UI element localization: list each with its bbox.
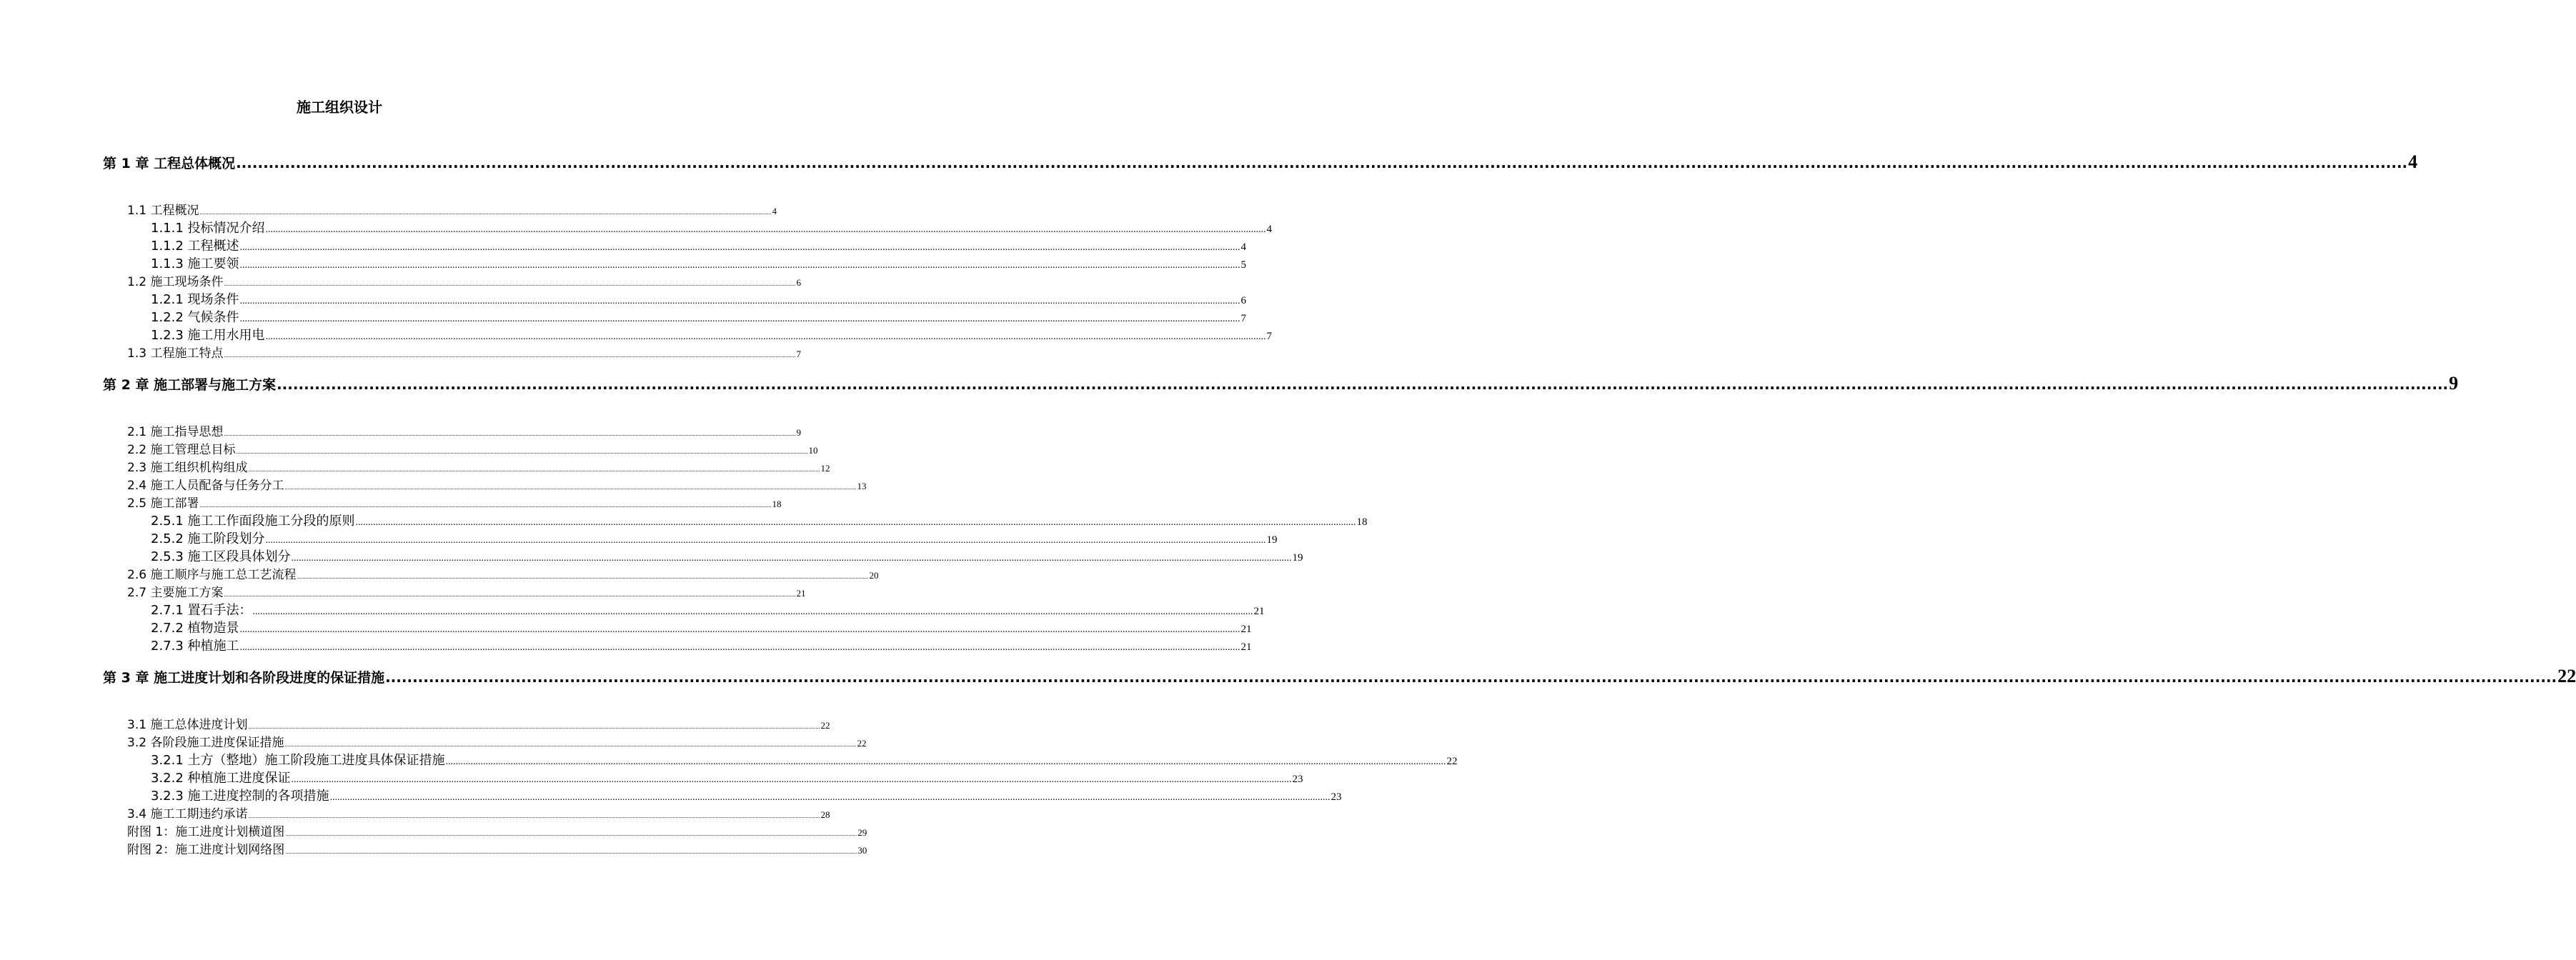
toc-entry-label: 2.7.1 置石手法： [151, 603, 252, 618]
toc-entry-sub[interactable] [151, 325, 1273, 343]
toc-dot-leader: ................................................................................................................................................................................................................................................................................................................................................................................................................ [284, 741, 857, 748]
toc-entry-label: 2.2 施工管理总目标 [127, 443, 236, 457]
toc-entry-sub[interactable] [151, 768, 1303, 786]
toc-entry-page-number: 21 [796, 588, 806, 599]
toc-entry-page-number: 13 [857, 481, 867, 491]
toc-entry-sub[interactable] [151, 289, 1247, 307]
toc-entry-page-number: 20 [869, 570, 879, 581]
toc-entry-label: 1.1 工程概况 [127, 204, 199, 218]
toc-entry-section[interactable] [127, 439, 818, 457]
toc-entry-sub[interactable] [151, 254, 1247, 271]
toc-entry-sub[interactable] [151, 218, 1273, 236]
toc-dot-leader: ................................................................................................................................................................................................................................................................................................................................................................................................................ [236, 154, 2408, 171]
toc-dot-leader: ................................................................................................................................................................................................................................................................................................................................................................................................................ [445, 756, 1446, 767]
toc-entry-label: 2.4 施工人员配备与任务分工 [127, 479, 284, 493]
toc-entry-label: 1.2 施工现场条件 [127, 275, 224, 289]
toc-dot-leader: ................................................................................................................................................................................................................................................................................................................................................................................................................ [236, 449, 808, 455]
toc-dot-leader: ................................................................................................................................................................................................................................................................................................................................................................................................................ [291, 774, 1292, 785]
toc-entry-sub[interactable] [151, 618, 1252, 636]
toc-entry-sub[interactable] [151, 636, 1252, 654]
toc-entry-page-number: 4 [772, 206, 777, 216]
toc-entry-chapter[interactable] [103, 666, 2576, 690]
toc-dot-leader: ................................................................................................................................................................................................................................................................................................................................................................................................................ [285, 831, 857, 837]
toc-dot-leader: ................................................................................................................................................................................................................................................................................................................................................................................................................ [239, 242, 1240, 253]
toc-entry-label: 1.1.2 工程概述 [151, 239, 239, 254]
toc-entry-label: 1.1.3 施工要领 [151, 256, 239, 271]
document-title: 施工组织设计 [297, 99, 382, 116]
toc-entry-page-number: 12 [820, 463, 830, 474]
toc-entry-page-number: 4 [1266, 224, 1273, 235]
toc-dot-leader: ................................................................................................................................................................................................................................................................................................................................................................................................................ [265, 224, 1266, 235]
toc-entry-label: 第 3 章 施工进度计划和各阶段进度的保证措施 [103, 670, 385, 686]
toc-dot-leader: ................................................................................................................................................................................................................................................................................................................................................................................................................ [248, 813, 820, 819]
toc-entry-section[interactable] [127, 804, 830, 821]
toc-entry-sub[interactable] [151, 546, 1303, 564]
toc-entry-section[interactable] [127, 457, 830, 475]
toc-dot-leader: ................................................................................................................................................................................................................................................................................................................................................................................................................ [265, 331, 1266, 342]
toc-entry-label: 1.2.2 气候条件 [151, 310, 239, 325]
toc-entry-page-number: 7 [796, 349, 801, 359]
toc-entry-section[interactable] [127, 475, 867, 493]
toc-entry-page-number: 19 [1292, 552, 1303, 564]
toc-entry-label: 1.2.3 施工用水用电 [151, 328, 265, 343]
toc-entry-section[interactable] [127, 271, 801, 289]
toc-entry-label: 2.5.3 施工区段具体划分 [151, 549, 291, 564]
toc-entry-section[interactable] [127, 493, 782, 511]
toc-dot-leader: ................................................................................................................................................................................................................................................................................................................................................................................................................ [285, 849, 857, 855]
toc-entry-sub[interactable] [151, 511, 1368, 529]
toc-entry-label: 3.2.2 种植施工进度保证 [151, 771, 291, 786]
toc-entry-label: 1.2.1 现场条件 [151, 292, 239, 307]
toc-entry-label: 3.2 各阶段施工进度保证措施 [127, 736, 284, 750]
toc-entry-section[interactable] [127, 732, 867, 750]
toc-dot-leader: ................................................................................................................................................................................................................................................................................................................................................................................................................ [265, 535, 1266, 546]
toc-dot-leader: ................................................................................................................................................................................................................................................................................................................................................................................................................ [199, 209, 772, 216]
toc-entry-label: 2.7.2 植物造景 [151, 621, 239, 636]
toc-dot-leader: ................................................................................................................................................................................................................................................................................................................................................................................................................ [224, 281, 796, 287]
toc-entry-label: 2.6 施工顺序与施工总工艺流程 [127, 568, 297, 582]
toc-entry-sub[interactable] [151, 307, 1247, 325]
toc-entry-section[interactable] [127, 564, 879, 582]
toc-entry-page-number: 22 [1446, 756, 1458, 767]
toc-entry-label: 2.3 施工组织机构组成 [127, 461, 248, 475]
toc-entry-page-number: 5 [1240, 259, 1247, 271]
toc-entry-page-number: 22 [857, 738, 867, 749]
toc-entry-label: 2.5.1 施工工作面段施工分段的原则 [151, 514, 355, 529]
toc-entry-label: 附图 2：施工进度计划网络图 [127, 843, 285, 857]
toc-entry-label: 2.7 主要施工方案 [127, 586, 224, 600]
toc-entry-chapter[interactable] [103, 373, 2459, 397]
toc-entry-page-number: 23 [1292, 774, 1303, 785]
toc-entry-page-number: 22 [820, 720, 830, 731]
toc-dot-leader: ................................................................................................................................................................................................................................................................................................................................................................................................................ [224, 352, 796, 359]
toc-entry-page-number: 22 [2557, 666, 2576, 686]
toc-entry-page-number: 10 [808, 445, 818, 456]
toc-entry-section[interactable] [127, 200, 777, 218]
toc-entry-page-number: 7 [1266, 331, 1273, 342]
toc-entry-section[interactable] [127, 821, 867, 839]
toc-entry-page-number: 30 [857, 845, 867, 856]
toc-entry-label: 2.1 施工指导思想 [127, 425, 224, 439]
toc-entry-sub[interactable] [151, 750, 1458, 768]
toc-entry-label: 2.5.2 施工阶段划分 [151, 531, 265, 546]
toc-dot-leader: ................................................................................................................................................................................................................................................................................................................................................................................................................ [224, 591, 796, 598]
toc-dot-leader: ................................................................................................................................................................................................................................................................................................................................................................................................................ [239, 296, 1240, 306]
toc-entry-page-number: 6 [1240, 295, 1247, 306]
toc-entry-page-number: 4 [2408, 151, 2418, 172]
toc-entry-page-number: 29 [857, 827, 867, 838]
toc-entry-sub[interactable] [151, 236, 1247, 254]
toc-dot-leader: ................................................................................................................................................................................................................................................................................................................................................................................................................ [224, 431, 796, 437]
toc-entry-label: 1.1.1 投标情况介绍 [151, 221, 265, 236]
toc-dot-leader: ................................................................................................................................................................................................................................................................................................................................................................................................................ [239, 624, 1240, 635]
toc-dot-leader: ................................................................................................................................................................................................................................................................................................................................................................................................................ [248, 724, 820, 730]
toc-entry-page-number: 28 [820, 809, 830, 820]
toc-entry-label: 1.3 工程施工特点 [127, 346, 224, 361]
toc-entry-section[interactable] [127, 582, 806, 600]
toc-dot-leader: ................................................................................................................................................................................................................................................................................................................................................................................................................ [329, 792, 1331, 803]
toc-entry-page-number: 9 [2449, 373, 2459, 394]
toc-dot-leader: ................................................................................................................................................................................................................................................................................................................................................................................................................ [239, 260, 1240, 271]
toc-entry-chapter[interactable] [103, 151, 2418, 176]
toc-entry-section[interactable] [127, 343, 801, 361]
toc-dot-leader: ................................................................................................................................................................................................................................................................................................................................................................................................................ [291, 553, 1292, 564]
toc-entry-page-number: 23 [1331, 791, 1342, 803]
toc-entry-label: 3.2.3 施工进度控制的各项措施 [151, 789, 329, 804]
toc-entry-label: 3.2.1 土方（整地）施工阶段施工进度具体保证措施 [151, 753, 445, 768]
toc-entry-sub[interactable] [151, 529, 1278, 546]
toc-entry-page-number: 19 [1266, 534, 1278, 546]
toc-entry-page-number: 21 [1240, 641, 1252, 653]
toc-entry-label: 3.1 施工总体进度计划 [127, 718, 248, 732]
toc-entry-label: 第 1 章 工程总体概况 [103, 156, 236, 171]
toc-dot-leader: ................................................................................................................................................................................................................................................................................................................................................................................................................ [284, 484, 857, 491]
toc-entry-label: 附图 1：施工进度计划横道图 [127, 825, 285, 839]
toc-entry-page-number: 18 [772, 499, 782, 509]
toc-dot-leader: ................................................................................................................................................................................................................................................................................................................................................................................................................ [297, 574, 869, 580]
toc-dot-leader: ................................................................................................................................................................................................................................................................................................................................................................................................................ [277, 376, 2449, 393]
toc-entry-page-number: 9 [796, 427, 801, 438]
toc-dot-leader: ................................................................................................................................................................................................................................................................................................................................................................................................................ [248, 466, 820, 473]
toc-entry-section[interactable] [127, 714, 830, 732]
toc-entry-section[interactable] [127, 421, 801, 439]
toc-dot-leader: ................................................................................................................................................................................................................................................................................................................................................................................................................ [239, 314, 1240, 324]
toc-entry-page-number: 4 [1240, 241, 1247, 253]
toc-entry-label: 3.4 施工工期违约承诺 [127, 807, 248, 821]
toc-entry-page-number: 21 [1240, 624, 1252, 635]
toc-entry-label: 2.7.3 种植施工 [151, 639, 239, 654]
toc-dot-leader: ................................................................................................................................................................................................................................................................................................................................................................................................................ [252, 606, 1253, 617]
toc-entry-page-number: 21 [1253, 606, 1265, 617]
toc-dot-leader: ................................................................................................................................................................................................................................................................................................................................................................................................................ [199, 502, 772, 509]
toc-dot-leader: ................................................................................................................................................................................................................................................................................................................................................................................................................ [385, 669, 2557, 686]
toc-entry-page-number: 7 [1240, 313, 1247, 324]
toc-entry-sub[interactable] [151, 600, 1265, 618]
toc-dot-leader: ................................................................................................................................................................................................................................................................................................................................................................................................................ [239, 642, 1240, 653]
toc-entry-label: 第 2 章 施工部署与施工方案 [103, 377, 277, 393]
toc-entry-sub[interactable] [151, 786, 1342, 804]
toc-entry-label: 2.5 施工部署 [127, 496, 199, 511]
toc-dot-leader: ................................................................................................................................................................................................................................................................................................................................................................................................................ [355, 517, 1356, 528]
toc-entry-page-number: 6 [796, 277, 801, 288]
toc-entry-section[interactable] [127, 839, 867, 857]
toc-entry-page-number: 18 [1356, 516, 1368, 528]
